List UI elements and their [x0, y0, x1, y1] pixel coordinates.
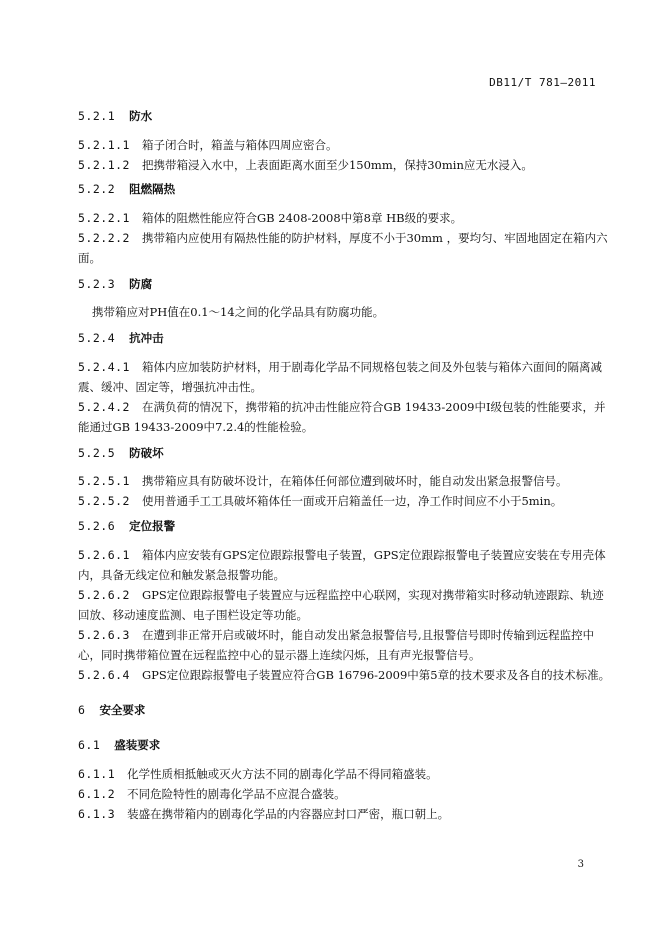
continuation-line: 内，具备无线定位和触发紧急报警功能。: [78, 568, 285, 582]
clause-line: 5.2.6.1 箱体内应安装有GPS定位跟踪报警电子装置，GPS定位跟踪报警电子装置应安装在专用壳体: [78, 548, 606, 562]
section-heading: 5.2.6 定位报警: [78, 519, 176, 533]
clause-line: 5.2.6.3 在遭到非正常开启或破坏时，能自动发出紧急报警信号,且报警信号即时传输到远程监控中: [78, 628, 595, 642]
clause-line: 5.2.4.2 在满负荷的情况下，携带箱的抗冲击性能应符合GB 19433-2009中Ⅰ级包装的性能要求，并: [78, 400, 606, 414]
clause-line: 5.2.1.1 箱子闭合时，箱盖与箱体四周应密合。: [78, 138, 338, 152]
continuation-line: 面。: [78, 251, 101, 265]
clause-line: 5.2.1.2 把携带箱浸入水中，上表面距离水面至少150mm，保持30min应无水浸入。: [78, 158, 533, 172]
clause-line: 5.2.6.4 GPS定位跟踪报警电子装置应符合GB 16796-2009中第5章的技术要求及各自的技术标准。: [78, 668, 611, 682]
section-heading: 5.2.4 抗冲击: [78, 331, 164, 345]
document-id: DB11/T 781—2011: [489, 76, 596, 89]
section-heading: 5.2.3 防腐: [78, 277, 153, 291]
section-heading: 5.2.5 防破坏: [78, 446, 164, 460]
clause-line: 6.1.1 化学性质相抵触或灭火方法不同的剧毒化学品不得同箱盛装。: [78, 767, 438, 781]
page-number: 3: [577, 859, 584, 870]
continuation-line: 心，同时携带箱位置在远程监控中心的显示器上连续闪烁，且有声光报警信号。: [78, 648, 481, 662]
continuation-line: 回放、移动速度监测、电子围栏设定等功能。: [78, 608, 308, 622]
section-heading: 5.2.2 阻燃隔热: [78, 182, 176, 196]
paragraph-line: 携带箱应对PH值在0.1～14之间的化学品具有防腐功能。: [92, 305, 385, 319]
continuation-line: 能通过GB 19433-2009中7.2.4的性能检验。: [78, 420, 314, 434]
clause-line: 5.2.2.2 携带箱内应使用有隔热性能的防护材料，厚度不小于30mm ，要均匀、牢固地固定在箱内六: [78, 231, 608, 245]
clause-line: 6.1.2 不同危险特性的剧毒化学品不应混合盛装。: [78, 787, 346, 801]
clause-line: 5.2.2.1 箱体的阻燃性能应符合GB 2408-2008中第8章 HB级的要求。: [78, 211, 463, 225]
clause-line: 5.2.5.2 使用普通手工工具破坏箱体任一面或开启箱盖任一边，净工作时间应不小于5min。: [78, 494, 563, 508]
clause-line: 5.2.6.2 GPS定位跟踪报警电子装置应与远程监控中心联网，实现对携带箱实时移动轨迹跟踪、轨迹: [78, 588, 604, 602]
continuation-line: 震、缓冲、固定等，增强抗冲击性。: [78, 380, 262, 394]
section-heading: 5.2.1 防水: [78, 109, 153, 123]
chapter-heading: 6 安全要求: [78, 703, 146, 717]
section-heading: 6.1 盛装要求: [78, 738, 161, 752]
clause-line: 6.1.3 装盛在携带箱内的剧毒化学品的内容器应封口严密，瓶口朝上。: [78, 807, 450, 821]
clause-line: 5.2.5.1 携带箱应具有防破坏设计，在箱体任何部位遭到破坏时，能自动发出紧急报警信号。: [78, 474, 568, 488]
clause-line: 5.2.4.1 箱体内应加装防护材料，用于剧毒化学品不同规格包装之间及外包装与箱体六面间的隔离减: [78, 360, 602, 374]
